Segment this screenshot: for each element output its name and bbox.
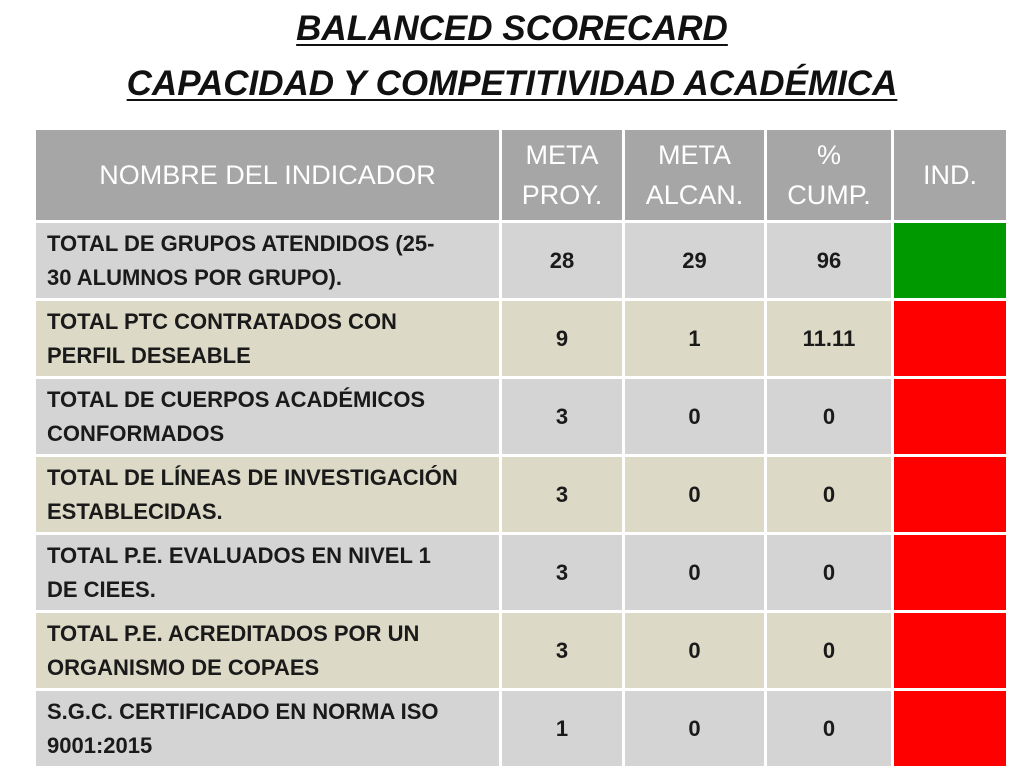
header-ind-label: IND. <box>923 160 977 190</box>
cump-value: 0 <box>767 457 891 532</box>
table-row <box>36 457 1006 532</box>
header-ind <box>894 130 1006 220</box>
status-indicator <box>894 457 1006 532</box>
indicator-line-2: PERFIL DESEABLE <box>47 342 251 368</box>
indicator-line-1: TOTAL PTC CONTRATADOS CON <box>47 308 397 334</box>
status-indicator <box>894 379 1006 454</box>
status-indicator <box>894 301 1006 376</box>
meta-alcan-value: 0 <box>625 379 764 454</box>
indicator-line-1: TOTAL DE CUERPOS ACADÉMICOS <box>47 386 426 412</box>
indicator-line-2: ORGANISMO DE COPAES <box>47 654 320 680</box>
meta-alcan-value: 0 <box>625 613 764 688</box>
cump-value: 0 <box>767 535 891 610</box>
indicator-line-2: 9001:2015 <box>47 732 153 758</box>
status-indicator <box>894 535 1006 610</box>
meta-proy-value: 3 <box>502 379 622 454</box>
cump-value: 0 <box>767 691 891 766</box>
status-indicator <box>894 613 1006 688</box>
cump-value: 11.11 <box>767 301 891 376</box>
table-row <box>36 301 1006 376</box>
cump-value: 0 <box>767 613 891 688</box>
header-indicator-name <box>36 130 499 220</box>
meta-alcan-value: 1 <box>625 301 764 376</box>
table-row <box>36 379 1006 454</box>
indicator-line-2: 30 ALUMNOS POR GRUPO). <box>47 264 342 290</box>
indicator-line-1: TOTAL P.E. ACREDITADOS POR UN <box>47 620 420 646</box>
meta-proy-value: 1 <box>502 691 622 766</box>
table-row <box>36 535 1006 610</box>
header-indicator-label: NOMBRE DEL INDICADOR <box>99 160 436 190</box>
header-meta-proy-line-2: PROY. <box>521 180 603 210</box>
indicator-line-1: S.G.C. CERTIFICADO EN NORMA ISO <box>47 698 439 724</box>
status-indicator <box>894 223 1006 298</box>
indicator-name-cell <box>36 457 499 532</box>
header-meta-alcan-line-1: META <box>658 140 731 170</box>
status-indicator <box>894 691 1006 766</box>
table-row <box>36 223 1006 298</box>
meta-proy-value: 9 <box>502 301 622 376</box>
indicator-name-cell <box>36 301 499 376</box>
indicator-name-cell <box>36 535 499 610</box>
scorecard-table <box>33 127 1009 768</box>
indicator-name-cell <box>36 691 499 766</box>
header-meta-alcan-line-2: ALCAN. <box>645 180 744 210</box>
indicator-line-1: TOTAL P.E. EVALUADOS EN NIVEL 1 <box>47 542 431 568</box>
cump-value: 0 <box>767 379 891 454</box>
cump-value: 96 <box>767 223 891 298</box>
header-meta-proy <box>502 130 622 220</box>
meta-alcan-value: 0 <box>625 535 764 610</box>
indicator-line-2: CONFORMADOS <box>47 420 225 446</box>
header-cump-line-2: CUMP. <box>787 180 871 210</box>
indicator-name-cell <box>36 613 499 688</box>
meta-proy-value: 3 <box>502 535 622 610</box>
header-meta-alcan <box>625 130 764 220</box>
indicator-name-cell <box>36 223 499 298</box>
header-cump <box>767 130 891 220</box>
meta-alcan-value: 29 <box>625 223 764 298</box>
indicator-line-1: TOTAL DE LÍNEAS DE INVESTIGACIÓN <box>47 464 458 490</box>
meta-proy-value: 3 <box>502 457 622 532</box>
meta-proy-value: 3 <box>502 613 622 688</box>
table-row <box>36 691 1006 766</box>
meta-alcan-value: 0 <box>625 457 764 532</box>
header-cump-line-1: % <box>816 140 841 170</box>
indicator-name-cell <box>36 379 499 454</box>
meta-proy-value: 28 <box>502 223 622 298</box>
title-line-1: BALANCED SCORECARD <box>296 9 728 48</box>
meta-alcan-value: 0 <box>625 691 764 766</box>
table-header-row <box>36 130 1006 220</box>
table-row <box>36 613 1006 688</box>
header-meta-proy-line-1: META <box>525 140 599 170</box>
indicator-line-1: TOTAL DE GRUPOS ATENDIDOS (25- <box>47 230 435 256</box>
indicator-line-2: ESTABLECIDAS. <box>47 498 223 524</box>
indicator-line-2: DE CIEES. <box>47 576 156 602</box>
title-line-2: CAPACIDAD Y COMPETITIVIDAD ACADÉMICA <box>126 64 898 103</box>
